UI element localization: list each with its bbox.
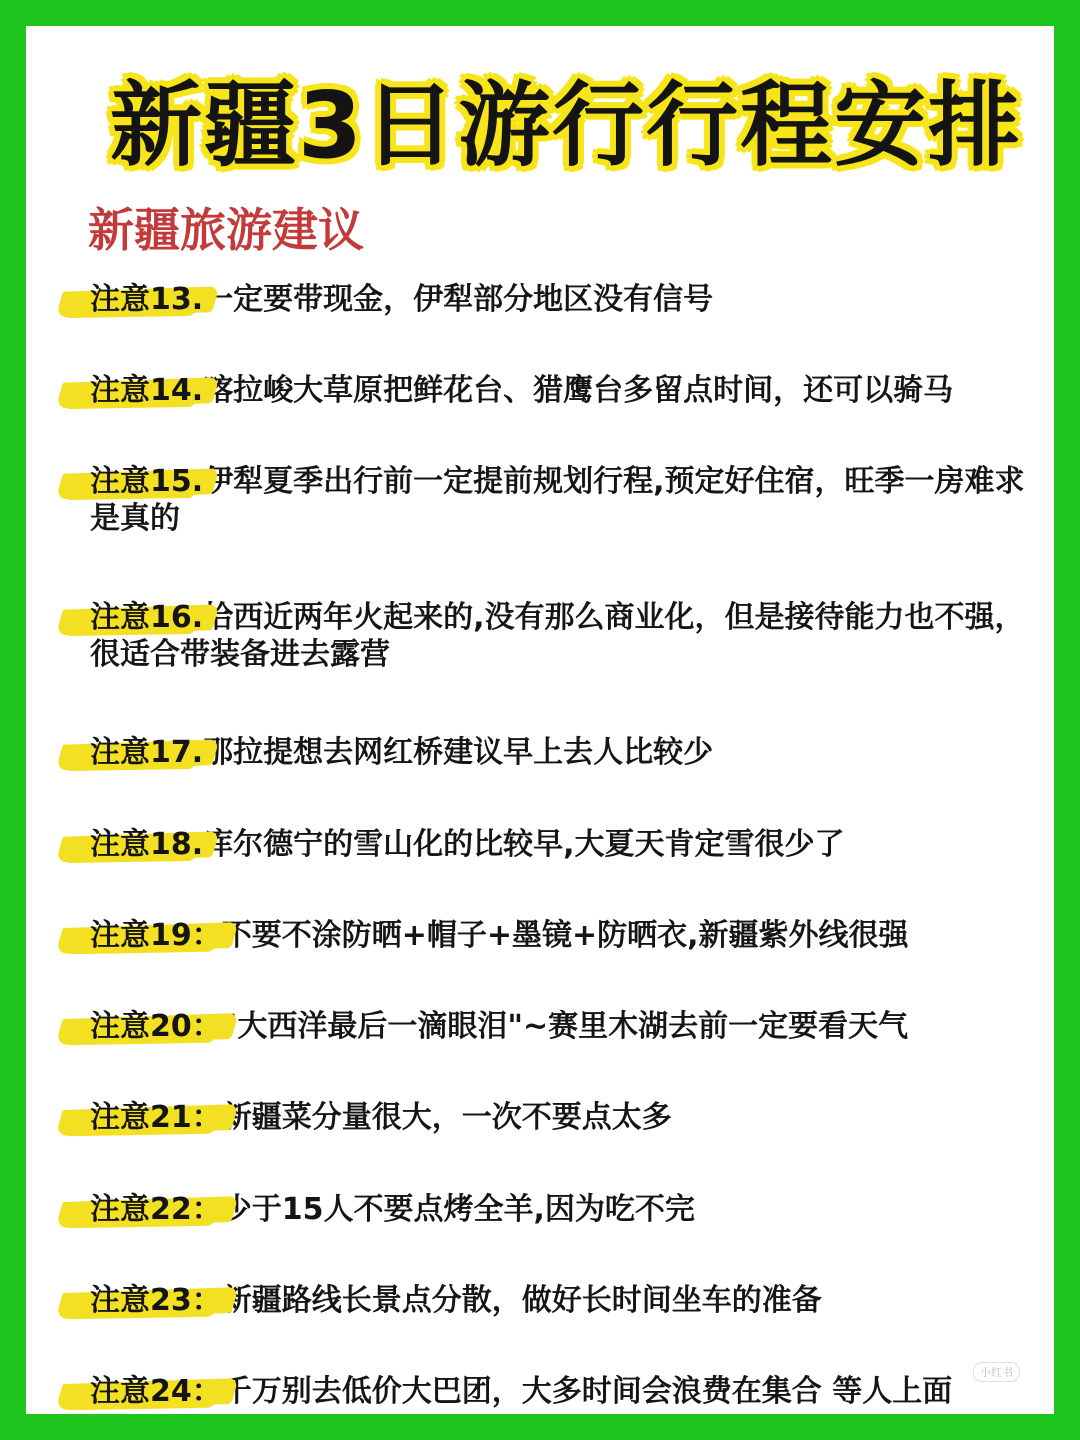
tip-text: 新疆菜分量很大，一次不要点太多 [221, 1100, 672, 1135]
tip-label: 注意16. [90, 600, 204, 635]
tip-label: 注意15. [90, 464, 204, 499]
tip-text: "大西洋最后一滴眼泪"~赛里木湖去前一定要看天气 [221, 1009, 909, 1044]
tip-item [90, 1008, 1050, 1045]
tip-item [90, 1282, 1050, 1319]
tip-item [90, 917, 1050, 954]
tip-label: 注意18. [90, 827, 204, 862]
tip-text: 喀拉峻大草原把鲜花台、猎鹰台多留点时间，还可以骑马 [203, 373, 954, 408]
tip-item [90, 1373, 1050, 1410]
tip-label: 注意14. [90, 373, 204, 408]
watermark-logo: 小红书 [973, 1362, 1020, 1382]
tip-item [90, 599, 1050, 673]
tip-label: 注意24： [90, 1374, 222, 1409]
tip-text: 千万别去低价大巴团，大多时间会浪费在集合 等人上面 [221, 1374, 953, 1409]
tip-label: 注意22： [90, 1192, 222, 1227]
tip-item [90, 1191, 1050, 1228]
tip-text: 库尔德宁的雪山化的比较早,大夏天肯定雪很少了 [203, 827, 845, 862]
tip-text: 少于15人不要点烤全羊,因为吃不完 [221, 1192, 695, 1227]
tip-item [90, 372, 1050, 409]
tip-label: 注意20： [90, 1009, 222, 1044]
tip-item [90, 734, 1050, 771]
tip-text: 伊犁夏季出行前一定提前规划行程,预定好住宿，旺季一房难求是真的 [90, 464, 1025, 536]
tip-text: 那拉提想去网红桥建议早上去人比较少 [203, 735, 714, 770]
tip-text: 恰西近两年火起来的,没有那么商业化，但是接待能力也不强，很适合带装备进去露营 [90, 600, 1025, 672]
tip-text: 新疆路线长景点分散，做好长时间坐车的准备 [221, 1283, 822, 1318]
tip-label: 注意19： [90, 918, 222, 953]
section-title: 新疆旅游建议 [88, 203, 364, 257]
tip-item [90, 826, 1050, 863]
tip-label: 注意23： [90, 1283, 222, 1318]
tip-item [90, 463, 1050, 537]
tip-text: 不要不涂防晒+帽子+墨镜+防晒衣,新疆紫外线很强 [221, 918, 909, 953]
tip-item [90, 1099, 1050, 1136]
tip-label: 注意17. [90, 735, 204, 770]
tip-text: 一定要带现金，伊犁部分地区没有信号 [203, 282, 714, 317]
page-title: 新疆3日游行行程安排 [109, 72, 1022, 179]
tip-label: 注意13. [90, 282, 204, 317]
tip-item [90, 281, 1050, 318]
tip-label: 注意21： [90, 1100, 222, 1135]
